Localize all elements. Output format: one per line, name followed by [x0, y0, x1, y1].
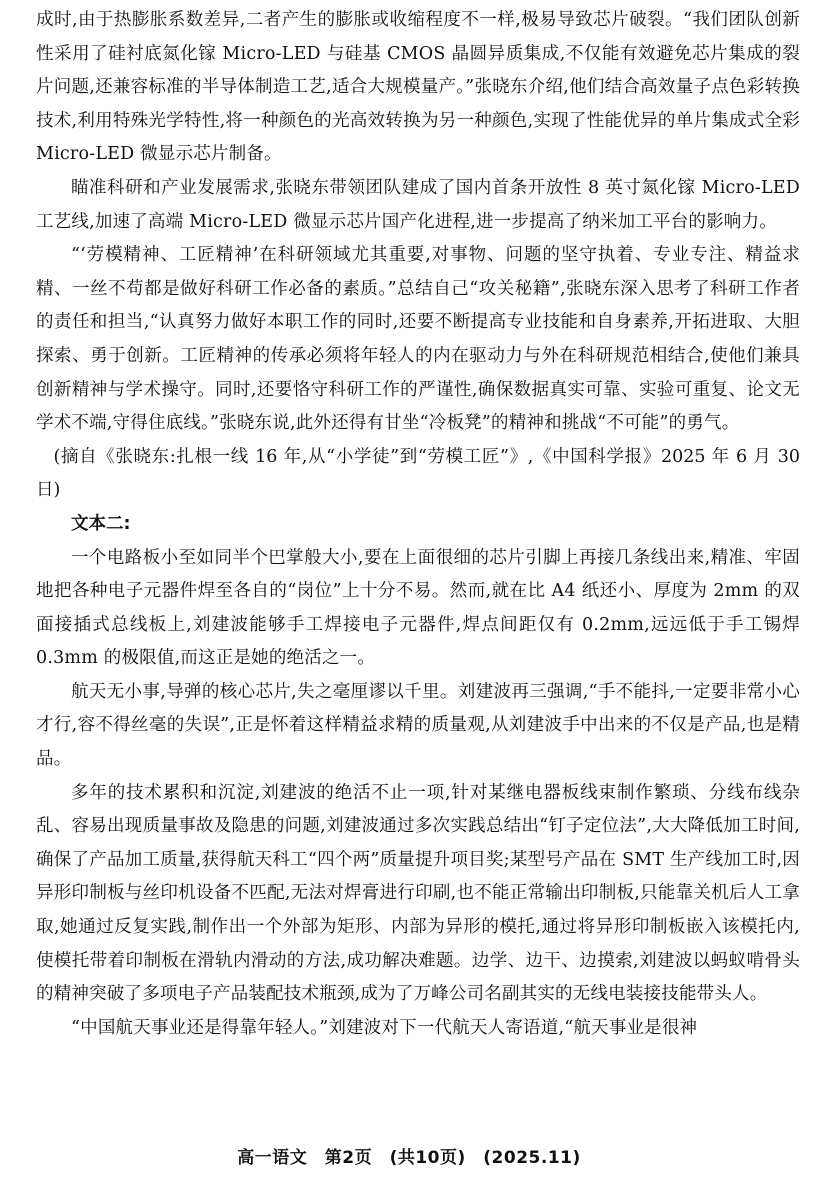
paragraph: 一个电路板小至如同半个巴掌般大小,要在上面很细的芯片引脚上再接几条线出来,精准、牢固地把各种电子元器件焊至各自的“岗位”上十分不易。然而,就在比 A4 纸还小、厚度为 2mm 的双面接插式总线板上,刘建波能够手工焊接电子元器件,焊点间距仅有 0.2mm,远远低于手工锡焊 0.3mm 的极限值,而这正是她的绝活之一。 — [36, 547, 800, 669]
page-footer: 高一语文 第2页 (共10页) (2025.11) — [237, 1148, 581, 1168]
paragraph: 多年的技术累积和沉淀,刘建波的绝活不止一项,针对某继电器板线束制作繁琐、分线布线杂乱、容易出现质量事故及隐患的问题,刘建波通过多次实践总结出“钉子定位法”,大大降低加工时间,确保了产品加工质量,获得航天科工“四个两”质量提升项目奖;某型号产品在 SMT 生产线加工时,因异形印制板与丝印机设备不匹配,无法对焊膏进行印刷,也不能正常输出印制板,只能靠关机后人工拿取,她通过反复实践,制作出一个外部为矩形、内部为异形的模托,通过将异形印制板嵌入该模托内,使模托带着印制板在滑轨内滑动的方法,成功解决难题。边学、边干、边摸索,刘建波以蚂蚁啃骨头的精神突破了多项电子产品装配技术瓶颈,成为了万峰公司名副其实的无线电装接技能带头人。 — [36, 782, 800, 1005]
article-body — [36, 4, 800, 1045]
paragraph: “‘劳模精神、工匠精神’在科研领域尤其重要,对事物、问题的坚守执着、专业专注、精益求精、一丝不苟都是做好科研工作必备的素质。”总结自己“攻关秘籍”,张晓东深入思考了科研工作者的责任和担当,“认真努力做好本职工作的同时,还要不断提高专业技能和自身素养,开拓进取、大胆探索、勇于创新。工匠精神的传承必须将年轻人的内在驱动力与外在科研规范相结合,使他们兼具创新精神与学术操守。同时,还要恪守科研工作的严谨性,确保数据真实可靠、实验可重复、论文无学术不端,守得住底线。”张晓东说,此外还得有甘坐“冷板凳”的精神和挑战“不可能”的勇气。 — [36, 245, 800, 434]
paragraph: 瞄准科研和产业发展需求,张晓东带领团队建成了国内首条开放性 8 英寸氮化镓 Micro-LED 工艺线,加速了高端 Micro-LED 微显示芯片国产化进程,进一步提高了纳米加工平台的影响力。 — [36, 177, 800, 232]
source-citation: (摘自《张晓东:扎根一线 16 年,从“小学徒”到“劳模工匠”》,《中国科学报》2025 年 6 月 30 日) — [36, 446, 800, 501]
text2-heading: 文本二: — [71, 513, 131, 534]
paragraph-continues: “中国航天事业还是得靠年轻人。”刘建波对下一代航天人寄语道,“航天事业是很神 — [71, 1017, 698, 1038]
paragraph-continued: 成时,由于热膨胀系数差异,二者产生的膨胀或收缩程度不一样,极易导致芯片破裂。“我们团队创新性采用了硅衬底氮化镓 Micro-LED 与硅基 CMOS 晶圆异质集成,不仅能有效避免芯片集成的裂片问题,还兼容标准的半导体制造工艺,适合大规模量产。”张晓东介绍,他们结合高效量子点色彩转换技术,利用特殊光学特性,将一种颜色的光高效转换为另一种颜色,实现了性能优异的单片集成式全彩 Micro-LED 微显示芯片制备。 — [36, 10, 800, 165]
paragraph: 航天无小事,导弹的核心芯片,失之毫厘谬以千里。刘建波再三强调,“手不能抖,一定要非常小心才行,容不得丝毫的失误”,正是怀着这样精益求精的质量观,从刘建波手中出来的不仅是产品,也是精品。 — [36, 681, 800, 770]
